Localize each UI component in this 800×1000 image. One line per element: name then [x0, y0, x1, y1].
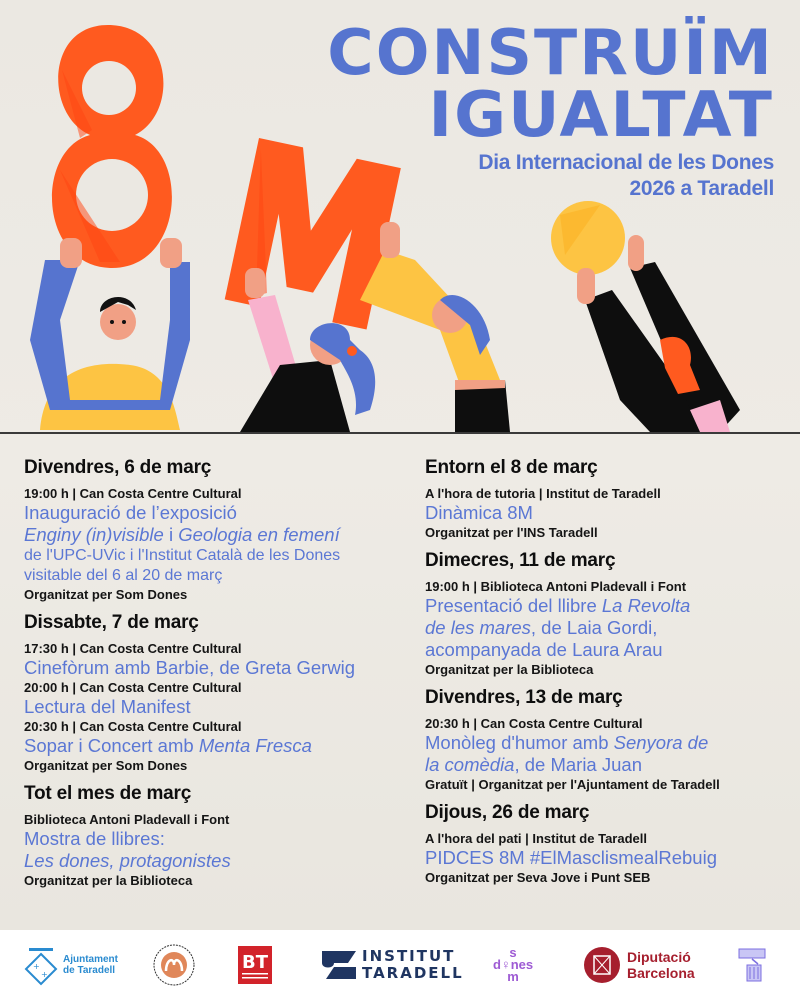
sponsor-footer	[0, 930, 800, 1000]
event-organizer: Gratuït | Organitzat per l'Ajuntament de Taradell	[425, 777, 720, 792]
ajuntament-line-1: Ajuntament	[63, 954, 118, 965]
event-meta: A l'hora de tutoria | Institut de Taradell	[425, 486, 661, 501]
day-block	[425, 686, 795, 793]
day-block	[24, 611, 404, 774]
event-title-italic: Geologia en femení	[178, 524, 340, 545]
event-title-part: Presentació del llibre	[425, 595, 602, 616]
day-title: Entorn el 8 de març	[425, 457, 598, 478]
ajuntament-label	[63, 954, 118, 976]
event-organizer: Organitzat per Seva Jove i Punt SEB	[425, 870, 651, 885]
memoria-circle-logo	[152, 943, 196, 987]
logo-biblioteca-taradell	[238, 930, 272, 1000]
day-block	[24, 782, 404, 889]
som-dones-label	[493, 947, 533, 983]
event-meta: 17:30 h | Can Costa Centre Cultural	[24, 641, 242, 656]
event-meta: 20:30 h | Can Costa Centre Cultural	[24, 719, 242, 734]
diputacio-label	[627, 949, 695, 981]
biblioteca-taradell-logo	[238, 946, 272, 984]
number-eight-shape	[52, 25, 172, 268]
day-title: Divendres, 6 de març	[24, 457, 212, 478]
event-title: PIDCES 8M #ElMasclismealRebuig	[425, 847, 717, 868]
event-detail: visitable del 6 al 20 de març	[24, 567, 223, 584]
logo-masclisme-rebuig	[738, 930, 768, 1000]
logo-institut-taradell	[322, 930, 464, 1000]
diputacio-line-2: Barcelona	[627, 965, 695, 981]
event-meta: Biblioteca Antoni Pladevall i Font	[24, 812, 230, 827]
event-title	[24, 735, 404, 757]
logo-som-dones	[493, 930, 533, 1000]
event-meta: 19:00 h | Can Costa Centre Cultural	[24, 486, 242, 501]
day-block	[24, 456, 404, 603]
som-dones-bottom: m	[507, 969, 519, 984]
event-meta: 20:30 h | Can Costa Centre Cultural	[425, 716, 643, 731]
hero-illustration	[0, 0, 800, 432]
ajuntament-line-2: de Taradell	[63, 965, 116, 976]
institut-mark-icon	[322, 949, 356, 981]
svg-text:+: +	[33, 962, 40, 971]
event-title-part: i	[163, 524, 179, 545]
event-title-italic: Enginy (in)visible	[24, 524, 164, 545]
program-left-column	[24, 456, 404, 897]
event-organizer: Organitzat per l'INS Taradell	[425, 525, 598, 540]
event-meta: 20:00 h | Can Costa Centre Cultural	[24, 680, 242, 695]
masclisme-al-rebuig-logo	[738, 947, 768, 983]
event-title-part: , de Laia Gordi,	[530, 617, 658, 638]
person-yellow-top	[360, 222, 510, 432]
svg-text:BT: BT	[242, 952, 268, 973]
day-title: Dimecres, 11 de març	[425, 550, 616, 571]
subtitle-line-1: Dia Internacional de les Dones	[478, 151, 774, 174]
event-meta: 19:00 h | Biblioteca Antoni Pladevall i Font	[425, 579, 687, 594]
subtitle-line-2: 2026 a Taradell	[629, 177, 774, 200]
subtitle	[478, 150, 774, 202]
title-line-2: IGUALTAT	[428, 78, 774, 151]
day-title: Divendres, 13 de març	[425, 687, 623, 708]
svg-text:+: +	[41, 970, 48, 979]
diputacio-shield-icon	[583, 946, 621, 984]
program-right-column	[425, 456, 795, 894]
event-detail: de l'UPC-UVic i l'Institut Català de les Dones	[24, 547, 341, 564]
event-title-part: Mostra de llibres:	[24, 828, 165, 849]
event-title	[24, 828, 404, 872]
event-title: Dinàmica 8M	[425, 502, 533, 523]
logo-memoria	[152, 930, 196, 1000]
day-title: Dissabte, 7 de març	[24, 612, 199, 633]
event-title-part: acompanyada de Laura Arau	[425, 639, 663, 660]
event-title	[24, 502, 404, 546]
event-organizer: Organitzat per la Biblioteca	[24, 873, 193, 888]
day-title: Tot el mes de març	[24, 783, 192, 804]
event-title-italic: La Revolta	[601, 595, 691, 616]
event-title	[425, 595, 795, 661]
event-title-italic: Les dones, protagonistes	[24, 850, 231, 871]
coat-of-arms-icon	[24, 944, 58, 986]
event-title-italic: de les mares	[425, 617, 531, 638]
section-divider	[0, 432, 800, 434]
main-title	[327, 16, 774, 151]
event-title: Cinefòrum amb Barbie, de Greta Gerwig	[24, 657, 356, 678]
event-title-part: Monòleg d'humor amb	[425, 732, 614, 753]
som-dones-top: s	[509, 945, 517, 960]
day-title: Dijous, 26 de març	[425, 802, 590, 823]
event-organizer: Organitzat per Som Dones	[24, 587, 188, 602]
event-title-part: , de Maria Juan	[514, 754, 642, 775]
event-organizer: Organitzat per Som Dones	[24, 758, 188, 773]
event-organizer: Organitzat per la Biblioteca	[425, 662, 594, 677]
event-title-italic: la comèdia	[425, 754, 515, 775]
institut-line-2: TARADELL	[362, 964, 464, 982]
event-title	[425, 732, 795, 776]
event-meta: A l'hora del pati | Institut de Taradell	[425, 831, 647, 846]
title-line-1: CONSTRUÏM	[327, 16, 774, 89]
som-dones-middle: d♀nes	[493, 957, 534, 972]
diputacio-line-1: Diputació	[627, 949, 691, 965]
logo-ajuntament-taradell	[24, 930, 118, 1000]
event-title-italic: Senyora de	[613, 732, 709, 753]
event-title-part: Sopar i Concert amb	[24, 735, 199, 756]
event-title-italic: Menta Fresca	[198, 735, 312, 756]
day-block	[425, 549, 795, 678]
event-title-part: Inauguració de l’exposició	[24, 502, 237, 523]
institut-line-1: INSTITUT	[362, 947, 456, 965]
event-title: Lectura del Manifest	[24, 696, 191, 717]
day-block	[425, 801, 795, 886]
logo-diputacio-barcelona	[583, 930, 695, 1000]
day-block	[425, 456, 795, 541]
institut-label	[362, 948, 464, 982]
